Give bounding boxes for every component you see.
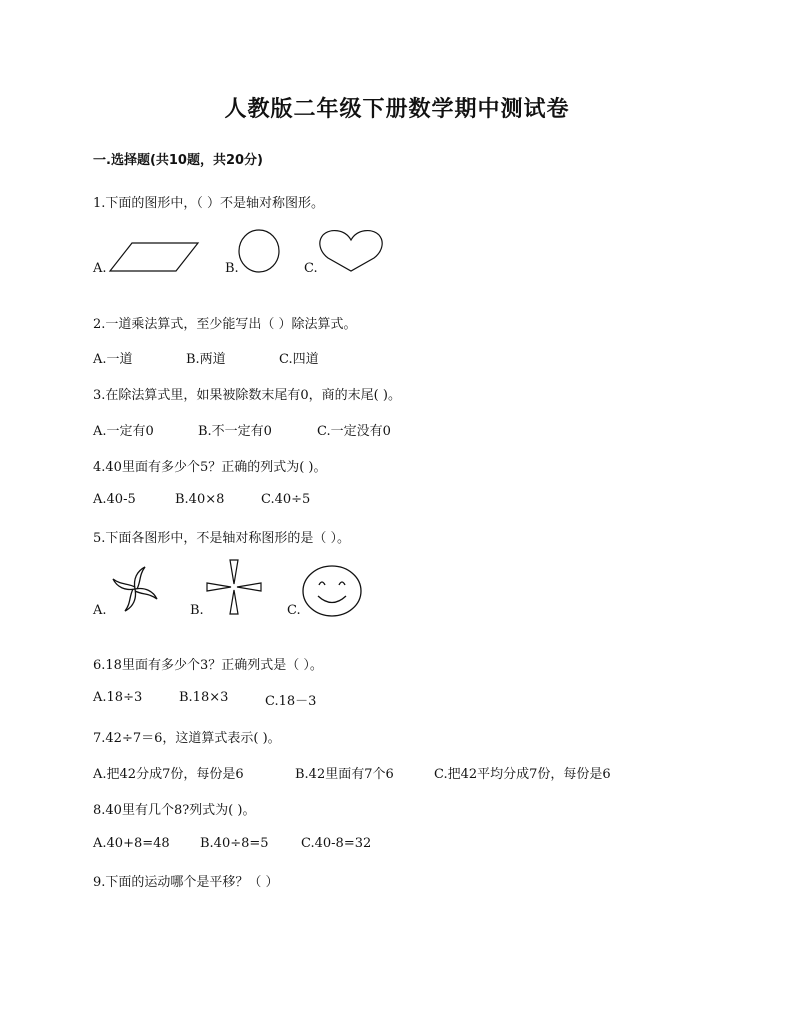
q5-option-b: B. [190, 603, 204, 618]
question-7: 7.42÷7＝6，这道算式表示( )。 [93, 731, 281, 746]
question-1: 1.下面的图形中，（ ）不是轴对称图形。 [93, 196, 325, 211]
parallelogram-figure [108, 241, 200, 273]
pinwheel-figure [107, 563, 163, 615]
q1-option-b: B. [225, 261, 239, 276]
question-6: 6.18里面有多少个3？正确列式是（ ）。 [93, 658, 323, 673]
section-heading: 一.选择题(共10题，共20分) [93, 153, 264, 168]
q2-option-a: A.一道 [93, 352, 133, 367]
question-2: 2.一道乘法算式，至少能写出（ ）除法算式。 [93, 317, 357, 332]
q1-option-c: C. [304, 261, 318, 276]
q3-option-c: C.一定没有0 [317, 424, 391, 439]
smiley-face-figure [302, 565, 362, 617]
q7-option-b: B.42里面有7个6 [295, 767, 394, 782]
q8-option-a: A.40+8=48 [93, 836, 170, 851]
circle-figure [237, 228, 281, 274]
q2-option-c: C.四道 [279, 352, 319, 367]
q6-option-a: A.18÷3 [93, 690, 143, 705]
question-3: 3.在除法算式里，如果被除数末尾有0，商的末尾( )。 [93, 388, 401, 403]
q2-option-b: B.两道 [186, 352, 226, 367]
four-blade-star-figure [205, 558, 263, 616]
q3-option-a: A.一定有0 [93, 424, 154, 439]
q4-option-a: A.40-5 [93, 492, 136, 507]
q8-option-b: B.40÷8=5 [200, 836, 269, 851]
q7-option-a: A.把42分成7份，每份是6 [93, 767, 244, 782]
q5-option-a: A. [93, 603, 107, 618]
q6-option-b: B.18×3 [179, 690, 229, 705]
q3-option-b: B.不一定有0 [198, 424, 272, 439]
page-title: 人教版二年级下册数学期中测试卷 [224, 97, 570, 122]
q4-option-b: B.40×8 [175, 492, 225, 507]
q4-option-c: C.40÷5 [261, 492, 311, 507]
q5-option-c: C. [287, 603, 301, 618]
q1-option-a: A. [93, 261, 107, 276]
q7-option-c: C.把42平均分成7份，每份是6 [434, 767, 611, 782]
question-8: 8.40里有几个8?列式为( )。 [93, 803, 256, 818]
question-9: 9.下面的运动哪个是平移？（ ） [93, 875, 279, 890]
question-5: 5.下面各图形中，不是轴对称图形的是（ ）。 [93, 531, 351, 546]
q6-option-c: C.18－3 [265, 694, 317, 709]
question-4: 4.40里面有多少个5？正确的列式为( )。 [93, 460, 327, 475]
heart-figure [318, 227, 384, 273]
q8-option-c: C.40-8=32 [301, 836, 372, 851]
